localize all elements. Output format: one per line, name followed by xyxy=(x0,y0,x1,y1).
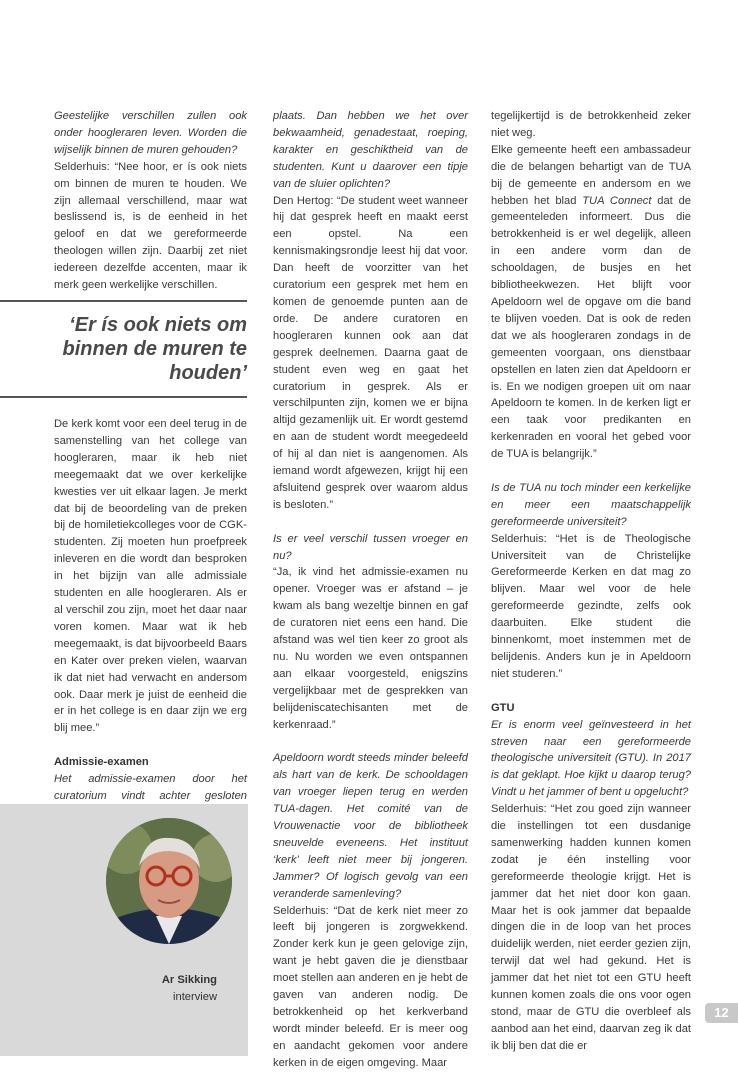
answer-text: Den Hertog: “De student weet wanneer hij dat gesprek heeft en maakt eerst een opstel. Na een kennismakingsrondje leest hij dat voor. Dan heeft de voorzitter van het curatorium een gesprek met hem en komen de genoemde punten aan de orde. De andere curatoren en hoogleraren kunnen ook aan dat gesprek deelnemen. Daarna gaat de student even weg en gaat het curatorium in gesprek. Als er verschilpunten zijn, komen we er bijna altijd gezamenlijk uit. Er wordt gestemd en aan de student wordt meegedeeld of hij al dan niet is aangenomen. Als iemand wordt afgewezen, krijgt hij een afsluitend gesprek over waarom aldus is besloten.” xyxy=(273,194,468,511)
question-text: Er is enorm veel geïnvesteerd in het streven naar een gereformeerde theologische universiteit (GTU). In 2017 is dat geklapt. Hoe kijkt u daarop terug? Vindt u het jammer of bent u opgelucht? xyxy=(491,718,691,799)
section-heading: Admissie-examen xyxy=(54,756,149,769)
author-credit xyxy=(120,972,217,1006)
article-column-1-continued xyxy=(54,416,247,822)
pull-quote-box xyxy=(0,300,247,398)
section-heading: GTU xyxy=(491,701,515,714)
question-text: Apeldoorn wordt steeds minder beleefd als hart van de kerk. De schooldagen van vroeger liepen terug en werden TUA-dagen. Het comité van de Vrouwenactie voor de bibliotheek sneuvelde eveneens. Het instituut ‘kerk’ leeft niet meer bij jongeren. Jammer? Of logisch gevolg van een veranderde samenleving? xyxy=(273,752,468,900)
question-text: Geestelijke verschillen zullen ook onder hoogleraren leven. Worden die wijselijk binnen de muren gehouden? xyxy=(54,110,247,156)
question-text: Het admissie-examen door het curatorium vindt achter gesloten xyxy=(54,773,247,802)
author-photo xyxy=(106,818,232,944)
answer-text: Selderhuis: “Het zou goed zijn wanneer die instellingen tot een dusdanige samenwerking hadden kunnen komen zodat je één instelling voor gereformeerde theologie krijgt. Het is jammer dat het niet door kon gaan. Maar het is ook jammer dat bepaalde dingen die in de loop van het proces duidelijk werden, niet eerder gezien zijn, terwijl dat wel had gekund. Het is jammer dat het niet tot een GTU heeft kunnen komen zoals die ons voor ogen stond, maar de GTU die overbleef als aanbod aan het eind, daarvan zeg ik dat ik blij ben dat die er xyxy=(491,803,691,1052)
question-text: plaats. Dan hebben we het over bekwaamheid, genadestaat, roeping, karakter en geschiktheid van de studenten. Kunt u daarover een tipje van de sluier oplichten? xyxy=(273,110,468,190)
article-column-3 xyxy=(491,108,691,1055)
pull-quote: ‘Er ís ook niets om binnen de muren te houden’ xyxy=(62,314,247,384)
answer-text: Selderhuis: “Dat de kerk niet meer zo leeft bij jongeren is zorgwekkend. Zonder kerk kun je geen gelovige zijn, want je hebt gaven die je dienstbaar moet stellen aan anderen en je hebt de gaven van anderen nodig. De betrokkenheid op het kerkverband wordt minder beleefd. Er is meer oog en aandacht gekomen voor andere kerken in de eigen omgeving. Maar xyxy=(273,904,468,1069)
author-role: interview xyxy=(173,991,217,1003)
answer-text: Selderhuis: “Nee hoor, er ís ook niets om binnen de muren te houden. We zijn allemaal verschillend, maar wat beslissend is, is de eenheid in het geloof en dat we gereformeerde theologen willen zijn. Daarbij zet niet iedereen dezelfde accenten, maar ik merk geen werkelijke verschillen. xyxy=(54,160,247,292)
answer-text: Elke gemeente heeft een ambassadeur die de belangen behartigt van de TUA bij de gemeente en andersom en we hebben het blad TUA Connect dat de gemeenteleden informeert. Dus die betrokkenheid is er wel degelijk, alleen in een andere vorm dan de schooldagen, de busjes en het bibliotheekwezen. Het blijft voor Apeldoorn wel de opgave om die band te blijven voeden. Dat is ook de reden dat we als hoogleraren zondags in de gemeenten voorgaan, ons dienstbaar opstellen en laten zien dat Apeldoorn er is. En we nodigen groepen uit om naar Apeldoorn te komen. In de kerken ligt er een taak voor predikanten en kerkenraden en vooral het gebed voor de TUA is belangrijk.” xyxy=(491,143,691,461)
question-text: Is de TUA nu toch minder een kerkelijke en meer een maatschappelijk gereformeerde universiteit? xyxy=(491,481,691,528)
article-column-2 xyxy=(273,108,468,1072)
question-text: Is er veel verschil tussen vroeger en nu? xyxy=(273,532,468,562)
magazine-title: TUA Connect xyxy=(582,194,652,207)
author-name: Ar Sikking xyxy=(161,974,217,986)
page-number: 12 xyxy=(705,1003,738,1023)
answer-text: Selderhuis: “Het is de Theologische Universiteit van de Christelijke Gereformeerde Kerken en dat mag zo blijven. Maar wel voor de hele gereformeerde gezindte, zelfs ook daarbuiten. Elke student die binnenkomt, moet instemmen met de belijdenis. Anders kun je in Apeldoorn niet studeren.” xyxy=(491,532,691,680)
answer-text: tegelijkertijd is de betrokkenheid zeker niet weg. xyxy=(491,110,691,139)
answer-text: De kerk komt voor een deel terug in de samenstelling van het college van hoogleraren, maar ik heb niet meegemaakt dat we over kerkelijke kwesties ver uit elkaar lagen. Je merkt dat bij de beoordeling van de preken bij de homiletiekcolleges voor de CGK-studenten. Zij moeten hun proefpreek inleveren en die wordt dan besproken in het bijzijn van alle admissiale studenten en alle hoogleraren. Als er al verschil zou zijn, moet het daar naar voren komen. Maar wat ik heb meegemaakt, is dat bijvoorbeeld Baars en Kater over preken vielen, waarvan ik dat niet had verwacht en andersom ook. Daar merk je juist de eenheid die er in het college is en daar zijn we erg blij mee.” xyxy=(54,418,247,735)
article-column-1 xyxy=(54,108,247,294)
answer-text: “Ja, ik vind het admissie-examen nu opener. Vroeger was er afstand – je kwam als bang wezeltje binnen en gaf de curatoren niet eens een hand. Die afstand was wel tien keer zo groot als nu. Nu worden we even ontspannen aan elkaar voorgesteld, enigszins vergelijkbaar met de gesprekken van belijdeniscatechisanten met de kerkenraad.” xyxy=(273,566,468,731)
